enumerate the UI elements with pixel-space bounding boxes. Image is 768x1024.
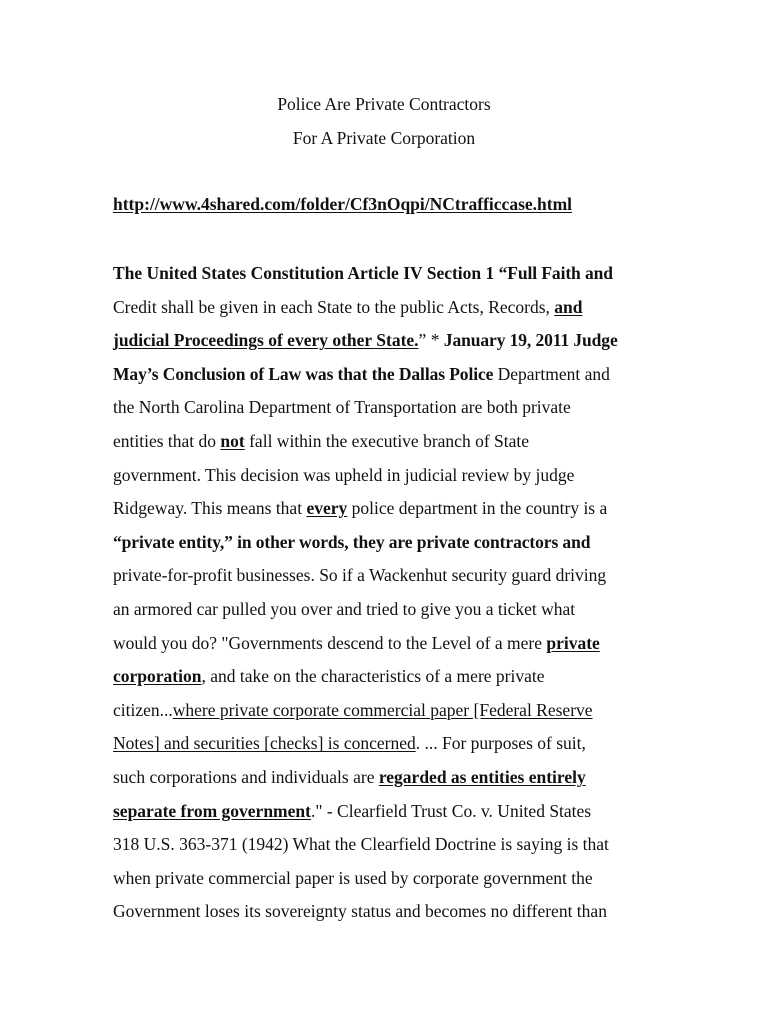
body-line <box>113 665 658 687</box>
text-run: ." - Clearfield Trust Co. v. United States <box>310 800 592 821</box>
text-run: private <box>546 632 600 653</box>
body-line <box>113 531 658 553</box>
body-line <box>113 833 658 855</box>
body-line <box>113 900 658 922</box>
text-run: citizen... <box>113 699 173 720</box>
source-url-link[interactable]: http://www.4shared.com/folder/Cf3nOqpi/NCtrafficcase.html <box>113 194 573 214</box>
text-run: May’s Conclusion of Law was that the Dallas Police <box>113 363 498 384</box>
body-line <box>113 296 658 318</box>
text-run: “private entity,” in other words, they are private contractors and <box>113 531 591 552</box>
body-line <box>113 800 658 822</box>
body-line <box>113 430 658 452</box>
text-run: where private corporate commercial paper [Federal Reserve <box>172 699 593 720</box>
title-line-2: For A Private Corporation <box>292 128 476 148</box>
body-line <box>113 766 658 788</box>
text-run: entities that do <box>113 431 221 451</box>
text-run: such corporations and individuals are <box>113 767 379 787</box>
body-line <box>113 699 658 721</box>
text-run: every <box>306 498 348 519</box>
text-run: regarded as entities entirely <box>378 767 586 787</box>
text-run: Government loses its sovereignty status and becomes no different than <box>113 901 607 922</box>
body-line <box>113 363 658 385</box>
body-line <box>113 598 658 620</box>
text-run: when private commercial paper is used by corporate government the <box>113 867 593 888</box>
text-run: the North Carolina Department of Transportation are both private <box>113 397 571 418</box>
body-line <box>113 564 658 586</box>
text-run: The United States Constitution Article IV Section 1 <box>113 263 499 283</box>
text-run: and <box>554 296 583 317</box>
text-run: an armored car pulled you over and tried to give you a ticket what <box>113 599 576 619</box>
text-run: government. This decision was upheld in judicial review by judge <box>113 464 575 485</box>
text-run: Ridgeway. This means that <box>113 498 307 519</box>
body-line <box>113 732 658 754</box>
text-run: not <box>220 431 245 451</box>
body-line <box>113 396 658 418</box>
text-run: January 19, 2011 Judge <box>443 330 618 351</box>
text-run: “Full Faith and <box>498 263 613 283</box>
body-line <box>113 632 658 654</box>
body-line <box>113 867 658 889</box>
body-line <box>113 464 658 486</box>
body-line <box>113 262 658 284</box>
text-run: 318 U.S. 363-371 (1942) What the Clearfield Doctrine is saying is that <box>113 834 609 855</box>
text-run: would you do? "Governments descend to the Level of a mere <box>113 632 547 653</box>
text-run: Notes] and securities [checks] is concerned <box>113 733 416 754</box>
text-run: private-for-profit businesses. So if a Wackenhut security guard driving <box>113 565 607 586</box>
text-run: judicial Proceedings of every other State. <box>113 330 419 351</box>
text-run: corporation <box>113 666 202 687</box>
text-run: ” * <box>418 330 444 351</box>
title-line-1: Police Are Private Contractors <box>277 94 491 114</box>
text-run: police department in the country is a <box>347 498 608 519</box>
text-run: . ... For purposes of suit, <box>415 733 586 754</box>
text-run: Credit shall be given in each State to the public Acts, Records, <box>113 296 555 317</box>
body-line <box>113 329 658 351</box>
text-run: separate from government <box>113 800 311 821</box>
text-run: Department and <box>497 363 610 384</box>
text-run: fall within the executive branch of State <box>244 431 530 451</box>
text-run: , and take on the characteristics of a mere private <box>201 666 545 687</box>
body-line <box>113 497 658 519</box>
